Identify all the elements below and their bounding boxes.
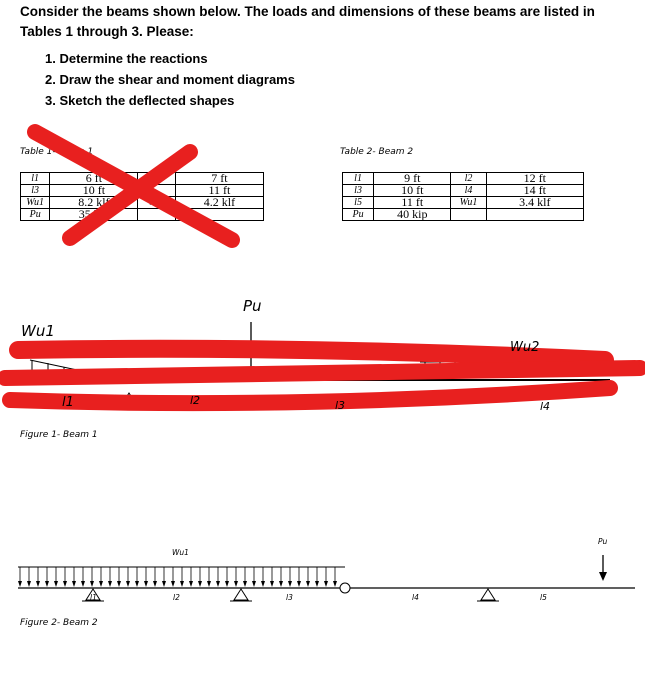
load-arrow-head bbox=[324, 581, 328, 587]
table-cell: Wu1 bbox=[21, 197, 50, 209]
fig1-l2-label: l2 bbox=[190, 394, 201, 407]
beam2-support-2 bbox=[234, 589, 248, 600]
table-cell: l4 bbox=[451, 185, 486, 197]
load-arrow-head bbox=[171, 581, 175, 587]
load-arrow-head bbox=[153, 581, 157, 587]
load-arrow-head bbox=[126, 581, 130, 587]
load-arrow-head bbox=[72, 581, 76, 587]
fig2-l1-label: l1 bbox=[90, 593, 97, 602]
load-arrow-head bbox=[333, 581, 337, 587]
table-cell: 11 ft bbox=[374, 197, 451, 209]
table-cell: Wu2 bbox=[138, 197, 175, 209]
fig1-wu1-label: Wu1 bbox=[21, 322, 55, 340]
table-cell: 11 ft bbox=[175, 185, 263, 197]
load-arrow-head bbox=[99, 581, 103, 587]
figure1-caption: Figure 1- Beam 1 bbox=[20, 430, 98, 440]
load-arrow-head bbox=[279, 581, 283, 587]
load-arrow-head bbox=[36, 581, 40, 587]
task-1: 1. Determine the reactions bbox=[45, 51, 208, 66]
table-cell: 6 ft bbox=[50, 173, 138, 185]
load-arrow-head bbox=[288, 581, 292, 587]
problem-intro: Consider the beams shown below. The loads and dimensions of these beams are listed in Tables 1 through 3. Please: bbox=[20, 4, 595, 39]
task-2: 2. Draw the shear and moment diagrams bbox=[45, 72, 295, 87]
load-arrow-head bbox=[63, 581, 67, 587]
fig2-pu-label: Pu bbox=[598, 537, 608, 546]
fig1-l4-label: l4 bbox=[540, 400, 551, 413]
fig1-l3-label: l3 bbox=[335, 399, 346, 412]
table-cell: 9 ft bbox=[374, 173, 451, 185]
load-arrow-head bbox=[234, 581, 238, 587]
load-arrow-head bbox=[297, 581, 301, 587]
load-arrow-head bbox=[162, 581, 166, 587]
figure2-caption: Figure 2- Beam 2 bbox=[20, 618, 98, 628]
table-cell: 7 ft bbox=[175, 173, 263, 185]
table-cell: Wu1 bbox=[451, 197, 486, 209]
table-cell: l1 bbox=[21, 173, 50, 185]
red-scribble-marks bbox=[5, 132, 640, 403]
load-arrow-head bbox=[90, 581, 94, 587]
load-arrow-head bbox=[27, 581, 31, 587]
load-arrow-head bbox=[189, 581, 193, 587]
fig1-l1-label: l1 bbox=[62, 395, 74, 410]
table-cell: 12 ft bbox=[486, 173, 583, 185]
task-3: 3. Sketch the deflected shapes bbox=[45, 93, 235, 108]
load-arrow-head bbox=[54, 581, 58, 587]
table-cell: 14 ft bbox=[486, 185, 583, 197]
fig2-l4-label: l4 bbox=[412, 593, 419, 602]
load-arrow-head bbox=[18, 581, 22, 587]
table1-caption: Table 1- Beam 1 bbox=[20, 147, 94, 157]
load-arrow-head bbox=[81, 581, 85, 587]
table-cell: Pu bbox=[21, 209, 50, 221]
load-arrow-head bbox=[243, 581, 247, 587]
load-arrow-head bbox=[306, 581, 310, 587]
table-cell: 35 kip bbox=[50, 209, 138, 221]
load-arrow-head bbox=[216, 581, 220, 587]
load-arrow-head bbox=[108, 581, 112, 587]
load-arrow-head bbox=[198, 581, 202, 587]
fig1-pu-label: Pu bbox=[243, 297, 262, 315]
table-cell: l3 bbox=[21, 185, 50, 197]
fig2-l2-label: l2 bbox=[173, 593, 180, 602]
fig2-l3-label: l3 bbox=[286, 593, 293, 602]
load-arrow-head bbox=[117, 581, 121, 587]
table-cell: 4.2 klf bbox=[175, 197, 263, 209]
load-arrow-head bbox=[180, 581, 184, 587]
load-arrow-head bbox=[45, 581, 49, 587]
load-arrow-head bbox=[135, 581, 139, 587]
table-cell: 10 ft bbox=[50, 185, 138, 197]
load-arrow-head bbox=[144, 581, 148, 587]
load-arrow-head bbox=[207, 581, 211, 587]
table-cell: 10 ft bbox=[374, 185, 451, 197]
load-arrow-head bbox=[270, 581, 274, 587]
table-cell: 3.4 klf bbox=[486, 197, 583, 209]
load-arrow-head bbox=[261, 581, 265, 587]
beam2-pu-head bbox=[599, 572, 607, 581]
table-cell: l1 bbox=[343, 173, 374, 185]
table-cell: Pu bbox=[343, 209, 374, 221]
load-arrow-head bbox=[252, 581, 256, 587]
table2-caption: Table 2- Beam 2 bbox=[340, 147, 414, 157]
beam2-hinge bbox=[340, 583, 350, 593]
beam2-support-3 bbox=[481, 589, 495, 600]
fig1-wu2-label: Wu2 bbox=[510, 340, 540, 355]
beam2-load-arrows bbox=[18, 567, 337, 587]
load-arrow-head bbox=[315, 581, 319, 587]
table-cell: l3 bbox=[343, 185, 374, 197]
table-cell: 8.2 klf bbox=[50, 197, 138, 209]
fig2-l5-label: l5 bbox=[540, 593, 547, 602]
fig2-wu1-label: Wu1 bbox=[172, 548, 189, 557]
table-cell: l2 bbox=[451, 173, 486, 185]
table-cell: l5 bbox=[343, 197, 374, 209]
load-arrow-head bbox=[225, 581, 229, 587]
table-cell: 40 kip bbox=[374, 209, 451, 221]
